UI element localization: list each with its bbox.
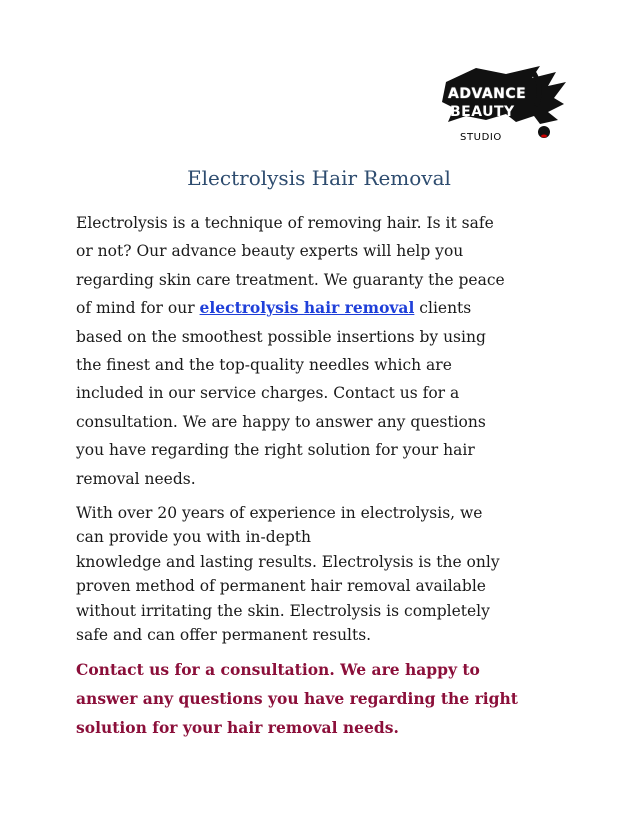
text-line: or not? Our advance beauty experts will help you — [76, 242, 464, 261]
text-line: safe and can offer permanent results. — [76, 626, 372, 645]
text-line: regarding skin care treatment. We guaranty the peace — [76, 270, 505, 289]
text-line: answer any questions you have regarding the right — [76, 689, 518, 708]
text-line: without irritating the skin. Electrolysis is completely — [76, 601, 490, 620]
text-line: proven method of permanent hair removal available — [76, 577, 486, 596]
text-line: based on the smoothest possible insertions by using — [76, 327, 486, 346]
lips-graphic — [541, 135, 547, 138]
electrolysis-hair-removal-link[interactable]: electrolysis hair removal — [199, 298, 415, 318]
paragraph-experience — [76, 501, 566, 647]
text-line: consultation. We are happy to answer any questions — [76, 412, 486, 431]
text-line: solution for your hair removal needs. — [76, 718, 399, 737]
text-line: Contact us for a consultation. We are happy to — [76, 660, 480, 679]
logo-text-advance: ADVANCE — [448, 86, 527, 102]
paragraph-call-to-action — [76, 655, 566, 742]
text-line: included in our service charges. Contact us for a — [76, 384, 460, 403]
text-line: Electrolysis is a technique of removing hair. Is it safe — [76, 214, 494, 232]
logo-text-beauty: BEAUTY — [450, 104, 515, 120]
studio-logo — [436, 62, 570, 156]
text-line: can provide you with in-depth — [76, 528, 311, 547]
text-fragment: of mind for our — [76, 299, 200, 318]
text-line: removal needs. — [76, 469, 196, 488]
text-line: the finest and the top-quality needles which are — [76, 356, 452, 375]
logo-text-studio: STUDIO — [460, 132, 502, 143]
text-line: you have regarding the right solution for your hair — [76, 441, 475, 460]
text-line: With over 20 years of experience in electrolysis, we — [76, 504, 483, 522]
text-line: knowledge and lasting results. Electrolysis is the only — [76, 552, 500, 571]
text-fragment: clients — [414, 299, 472, 318]
text-line-with-link — [76, 294, 566, 322]
page-title: Electrolysis Hair Removal — [187, 166, 451, 190]
paragraph-intro — [76, 209, 566, 493]
